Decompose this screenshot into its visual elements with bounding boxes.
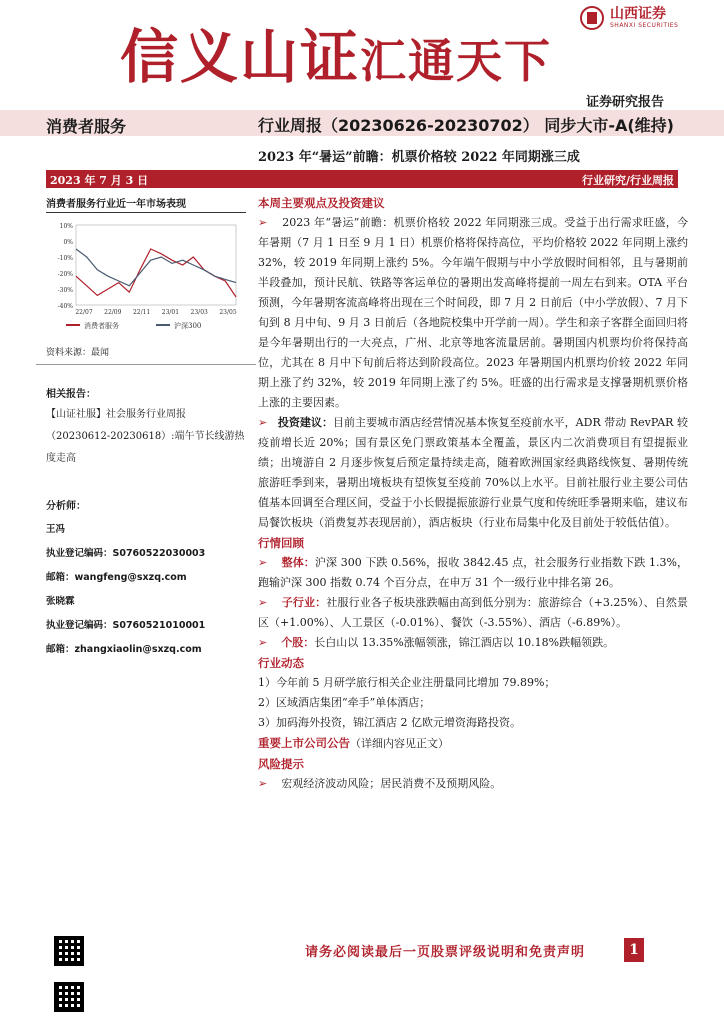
- bullet-icon: ➢: [258, 636, 282, 649]
- plot-frame: [76, 225, 236, 305]
- paragraph-text: 沪深 300 下跌 0.56%，报收 3842.45 点，社会服务行业指数下跌 1.3%，跑输沪深 300 指数 0.74 个百分点，在申万 31 个一级行业中排名第 26。: [258, 556, 689, 589]
- main-content: [258, 193, 688, 794]
- x-tick-label: 23/03: [190, 309, 208, 316]
- related-reports-heading: 相关报告：: [46, 389, 96, 400]
- news-item: 1）今年前 5 月研学旅行相关企业注册量同比增加 79.89%；: [258, 676, 556, 689]
- slogan-part-b: 汇通天下: [360, 34, 553, 88]
- section-heading: 重要上市公司公告: [258, 736, 350, 750]
- x-tick-label: 22/07: [75, 309, 93, 316]
- disclaimer-notice: 请务必阅读最后一页股票评级说明和免责声明: [305, 945, 586, 960]
- news-item: 2）区域酒店集团“牵手”单体酒店；: [258, 696, 431, 709]
- x-tick-label: 22/11: [132, 309, 151, 316]
- y-tick-label: 0%: [63, 239, 73, 246]
- section-heading: 本周主要观点及投资建议: [258, 196, 385, 210]
- paragraph: [258, 593, 688, 633]
- slogan-part-a: 信义山证: [120, 23, 361, 91]
- analyst-email[interactable]: 邮箱：zhangxiaolin@sxzq.com: [46, 644, 202, 655]
- paragraph-lead: 子行业：: [281, 596, 327, 609]
- bullet-icon: ➢: [258, 777, 282, 790]
- sector-name: 消费者服务: [46, 117, 127, 136]
- logo-name: 山西证券: [610, 6, 666, 22]
- paragraph: [258, 633, 688, 653]
- legend-label: 沪深300: [174, 322, 202, 330]
- analyst-license: 执业登记编码：S0760522030003: [46, 548, 206, 559]
- paragraph: [258, 774, 688, 794]
- company-logo: [580, 6, 678, 30]
- paragraph: [258, 413, 688, 533]
- y-tick-label: -20%: [57, 271, 73, 278]
- bullet-icon: ➢: [258, 596, 282, 609]
- y-tick-label: -10%: [57, 255, 73, 262]
- paragraph-text: 长白山以 13.35%涨幅领涨，锦江酒店以 10.18%跌幅领跌。: [314, 636, 615, 649]
- series-line: [76, 249, 236, 297]
- report-date: 2023 年 7 月 3 日: [50, 174, 149, 187]
- market-chart: [46, 220, 246, 340]
- x-tick-label: 23/05: [219, 309, 237, 316]
- date-bar: [46, 170, 678, 188]
- section-heading: 行业动态: [258, 656, 304, 670]
- series-line: [76, 249, 236, 286]
- report-category: 行业研究/行业周报: [581, 174, 674, 187]
- bullet-icon: ➢: [258, 556, 282, 569]
- analysts-heading: 分析师：: [46, 501, 86, 512]
- paragraph-lead: 投资建议：: [277, 416, 333, 429]
- report-type: 证券研究报告: [586, 95, 665, 110]
- page-title: 行业周报（20230626-20230702） 同步大市-A(维持): [258, 116, 674, 135]
- page-number: 1: [624, 938, 644, 962]
- logo-icon: [580, 6, 604, 30]
- analyst-email[interactable]: 邮箱：wangfeng@sxzq.com: [46, 572, 187, 583]
- bullet-icon: ➢: [258, 216, 283, 229]
- bullet-icon: ➢: [258, 416, 278, 429]
- section-note: （详细内容见正文）: [350, 737, 449, 750]
- paragraph-text: 宏观经济波动风险；居民消费不及预期风险。: [281, 777, 502, 790]
- analyst-license: 执业登记编码：S0760521010001: [46, 620, 206, 631]
- paragraph-lead: 个股：: [281, 636, 315, 649]
- y-tick-label: -40%: [57, 303, 73, 310]
- x-tick-label: 22/09: [104, 309, 122, 316]
- x-tick-label: 23/01: [161, 309, 180, 316]
- y-tick-label: -30%: [57, 287, 73, 294]
- paragraph: [258, 553, 688, 593]
- y-tick-label: 10%: [59, 223, 73, 230]
- paragraph-text: 目前主要城市酒店经营情况基本恢复至疫前水平，ADR 带动 RevPAR 较疫前增长近 20%；国有景区免门票政策基本全覆盖，景区内二次消费项目有望提振业绩；出境游自 2 月逐步恢复后预定量持续走高，随着欧洲国家经典路线恢复、暑期传统旅游旺季到来，暑期出境板块有望恢复至疫前 70%以上水平。目前社服行业主要公司估值基本回调至合理区间，受益于小长假提振旅游行业景气度和传统旺季暑期来临，建议布局餐饮板块（消费复苏表现居前），酒店板块（行业布局集中化及目前处于较低估值）。: [258, 416, 688, 529]
- analyst-name: 张晓霖: [46, 596, 75, 607]
- brand-slogan: [120, 10, 552, 94]
- paragraph-text: 2023 年“暑运”前瞻：机票价格较 2022 年同期涨三成。受益于出行需求旺盛，今年暑期（7 月 1 日至 9 月 1 日）机票价格将保持高位，平均价格较 2022 年同期上涨约 32%，较 2019 年同期上涨约 5%。今年端午假期与中小学放假时间相邻，且与暑期前半段叠加，预计民航、铁路等客运单位的暑期出发高峰将提前一周左右到来。OTA 平台预测，今年暑期客流高峰将出现在三个时间段，即 7 月 2 日前后（中小学放假）、7 月下旬到 8 月中旬、9 月 3 日前后（各地院校集中开学前一周）。学生和亲子客群全面回归将是今年暑期出行的一大亮点，广州、北京等地客流量居前。暑期国内机票均价将保持高位，尤其在 8 月中下旬前后将达到阶段高位。2023 年暑期国内机票均价较 2022 年同期上涨了约 32%，较 2019 年同期上涨了约 5%。旺盛的出行需求是支撑暑期机票价格上涨的主要因素。: [258, 216, 688, 409]
- related-report-link[interactable]: 【山证社服】社会服务行业周报（20230612-20230618）:端午节长线游热度走高: [46, 409, 245, 464]
- qr-code-icon: [54, 936, 84, 966]
- page-subtitle: 2023 年“暑运”前瞻：机票价格较 2022 年同期涨三成: [258, 150, 580, 165]
- news-item: 3）加码海外投资，锦江酒店 2 亿欧元增资海路投资。: [258, 716, 521, 729]
- paragraph: [258, 213, 688, 413]
- paragraph-text: 社服行业各子板块涨跌幅由高到低分别为：旅游综合（+3.25%）、自然景区（+1.00%）、人工景区（-0.01%）、餐饮（-3.55%）、酒店（-6.89%）。: [258, 596, 689, 629]
- logo-english: SHANXI SECURITIES: [610, 22, 679, 29]
- legend-label: 消费者服务: [84, 322, 119, 330]
- paragraph-lead: 整体：: [281, 556, 315, 569]
- chart-source: 资料来源：最闻: [36, 345, 256, 365]
- section-heading: 风险提示: [258, 757, 304, 771]
- analyst-name: 王冯: [46, 524, 66, 535]
- qr-code-icon: [54, 982, 84, 1012]
- section-heading: 行情回顾: [258, 536, 304, 550]
- chart-title: 消费者服务行业近一年市场表现: [46, 195, 246, 213]
